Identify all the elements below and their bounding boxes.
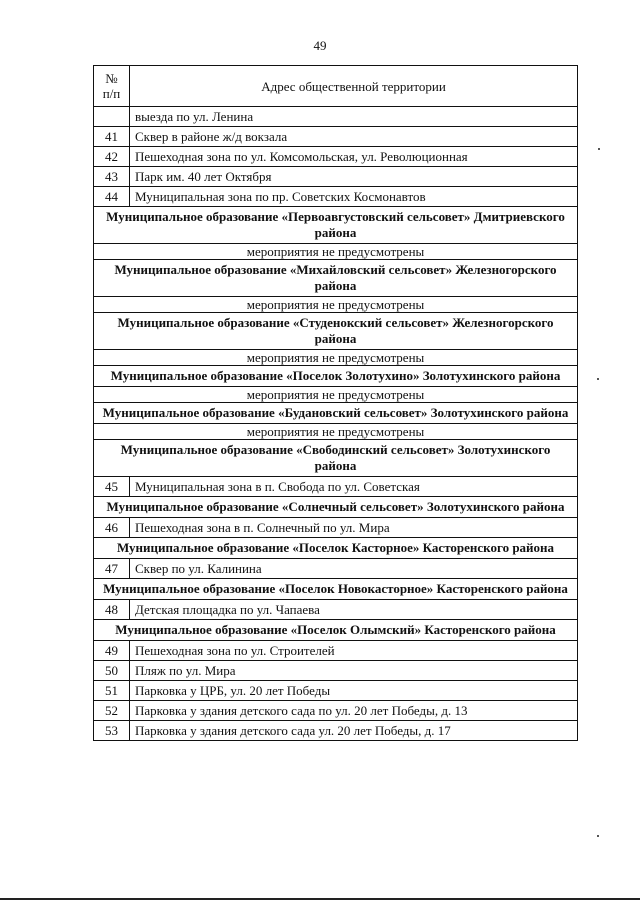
municipality-heading-row [94, 313, 578, 350]
municipality-heading: Муниципальное образование «Студенокский сельсовет» Железногорского района [94, 313, 578, 350]
municipality-heading: Муниципальное образование «Поселок Новокасторное» Касторенского района [94, 579, 578, 600]
table-row [94, 477, 578, 497]
row-number: 42 [94, 147, 130, 167]
row-address: Муниципальная зона по пр. Советских Космонавтов [130, 187, 578, 207]
row-number: 44 [94, 187, 130, 207]
row-address: Сквер в районе ж/д вокзала [130, 127, 578, 147]
row-address: Парк им. 40 лет Октября [130, 167, 578, 187]
municipality-heading: Муниципальное образование «Солнечный сельсовет» Золотухинского района [94, 497, 578, 518]
municipality-heading-row [94, 440, 578, 477]
municipality-heading: Муниципальное образование «Поселок Олымский» Касторенского района [94, 620, 578, 641]
no-activities-row [94, 350, 578, 366]
page-number: 49 [313, 38, 327, 53]
table-row [94, 641, 578, 661]
municipality-heading-row [94, 403, 578, 424]
row-address: Сквер по ул. Калинина [130, 559, 578, 579]
table-row [94, 187, 578, 207]
header-address: Адрес общественной территории [130, 66, 578, 107]
table-row [94, 147, 578, 167]
scan-speck [597, 378, 599, 380]
row-address: Пешеходная зона по ул. Комсомольская, ул. Революционная [130, 147, 578, 167]
row-number: 46 [94, 518, 130, 538]
municipality-heading-row [94, 538, 578, 559]
row-address: Парковка у здания детского сада ул. 20 лет Победы, д. 17 [130, 721, 578, 741]
municipality-heading-row [94, 620, 578, 641]
scan-speck [597, 835, 599, 837]
municipality-heading: Муниципальное образование «Первоавгустовский сельсовет» Дмитриевского района [94, 207, 578, 244]
scan-bottom-edge [0, 898, 640, 900]
table-header-row [94, 66, 578, 107]
table-row [94, 559, 578, 579]
row-number: 47 [94, 559, 130, 579]
row-number: 51 [94, 681, 130, 701]
row-number: 52 [94, 701, 130, 721]
row-address: Пешеходная зона по ул. Строителей [130, 641, 578, 661]
row-number: 50 [94, 661, 130, 681]
row-address: Парковка у здания детского сада по ул. 20 лет Победы, д. 13 [130, 701, 578, 721]
table-row [94, 721, 578, 741]
table-row [94, 701, 578, 721]
scan-speck [598, 148, 600, 150]
public-territories-table [93, 65, 578, 741]
municipality-heading-row [94, 260, 578, 297]
row-number: 45 [94, 477, 130, 497]
row-address: Пешеходная зона в п. Солнечный по ул. Мира [130, 518, 578, 538]
municipality-heading: Муниципальное образование «Михайловский сельсовет» Железногорского района [94, 260, 578, 297]
municipality-heading-row [94, 579, 578, 600]
no-activities-note: мероприятия не предусмотрены [94, 350, 578, 366]
table-row [94, 661, 578, 681]
municipality-heading: Муниципальное образование «Поселок Золотухино» Золотухинского района [94, 366, 578, 387]
row-address: Пляж по ул. Мира [130, 661, 578, 681]
municipality-heading-row [94, 497, 578, 518]
table-row [94, 681, 578, 701]
table-row [94, 600, 578, 620]
municipality-heading: Муниципальное образование «Свободинский сельсовет» Золотухинского района [94, 440, 578, 477]
table-row [94, 167, 578, 187]
row-number [94, 107, 130, 127]
row-number: 53 [94, 721, 130, 741]
table-row [94, 518, 578, 538]
municipality-heading-row [94, 207, 578, 244]
no-activities-note: мероприятия не предусмотрены [94, 424, 578, 440]
no-activities-note: мероприятия не предусмотрены [94, 244, 578, 260]
no-activities-note: мероприятия не предусмотрены [94, 297, 578, 313]
no-activities-note: мероприятия не предусмотрены [94, 387, 578, 403]
table-row [94, 127, 578, 147]
no-activities-row [94, 387, 578, 403]
row-number: 41 [94, 127, 130, 147]
row-address: выезда по ул. Ленина [130, 107, 578, 127]
no-activities-row [94, 297, 578, 313]
row-address: Детская площадка по ул. Чапаева [130, 600, 578, 620]
row-address: Парковка у ЦРБ, ул. 20 лет Победы [130, 681, 578, 701]
no-activities-row [94, 424, 578, 440]
header-number: № п/п [94, 66, 130, 107]
table-row [94, 107, 578, 127]
row-number: 48 [94, 600, 130, 620]
municipality-heading: Муниципальное образование «Поселок Касторное» Касторенского района [94, 538, 578, 559]
row-number: 43 [94, 167, 130, 187]
municipality-heading-row [94, 366, 578, 387]
municipality-heading: Муниципальное образование «Будановский сельсовет» Золотухинского района [94, 403, 578, 424]
row-number: 49 [94, 641, 130, 661]
no-activities-row [94, 244, 578, 260]
row-address: Муниципальная зона в п. Свобода по ул. Советская [130, 477, 578, 497]
table-body [94, 107, 578, 741]
